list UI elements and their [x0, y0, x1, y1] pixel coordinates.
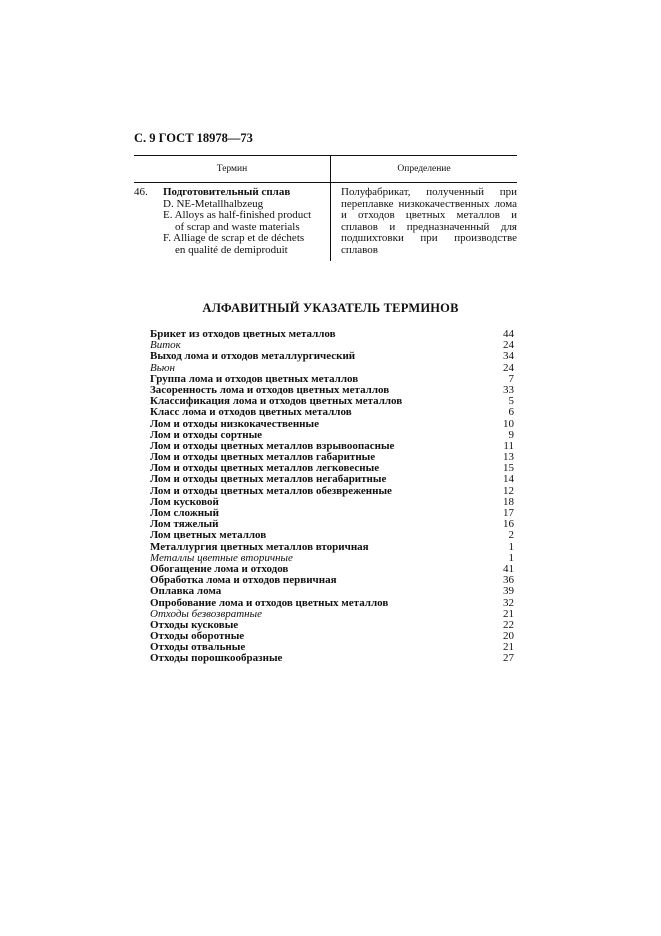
index-term-number: 21 [503, 607, 514, 620]
index-term-number: 21 [503, 641, 514, 654]
index-term-number: 16 [503, 518, 514, 531]
term-equivalent: D. NE-Metallhalbzeug [163, 197, 264, 210]
index-term-number: 39 [503, 585, 514, 598]
index-term-number: 27 [503, 652, 514, 665]
index-term-number: 13 [503, 451, 514, 464]
index-term: Засоренность лома и отходов цветных металлов [150, 383, 390, 396]
index-term: Выход лома и отходов металлургический [150, 350, 356, 363]
index-term-number: 24 [503, 361, 514, 374]
index-term-number: 10 [503, 417, 514, 430]
term-cell [134, 183, 331, 261]
index-term-number: 33 [503, 383, 514, 396]
index-term: Обработка лома и отходов первичная [150, 574, 337, 587]
index-term: Металлы цветные вторичные [150, 551, 293, 564]
index-term-number: 34 [503, 350, 514, 363]
terms-table [134, 155, 517, 261]
index-term: Отходы безвозвратные [150, 607, 262, 620]
definition-line: сплавов и предназначенный для [341, 220, 517, 233]
index-term-number: 22 [503, 618, 514, 631]
index-term: Отходы порошкообразные [150, 652, 283, 665]
column-header-definition: Определение [397, 164, 451, 174]
term-name: Подготовительный сплав [163, 186, 291, 198]
index-term: Лом и отходы цветных металлов негабаритные [150, 473, 387, 486]
table-header-row [134, 156, 517, 182]
index-term-number: 41 [503, 562, 514, 575]
term-equivalents [134, 199, 322, 257]
index-term-number: 1 [508, 551, 514, 564]
term-equivalent: E. Alloys as half-finished product [163, 209, 312, 222]
index-term: Брикет из отходов цветных металлов [150, 328, 336, 340]
index-term: Обогащение лома и отходов [150, 562, 289, 575]
index-term-number: 2 [508, 529, 514, 542]
index-term: Лом и отходы сортные [150, 428, 263, 441]
index-entry [150, 419, 514, 430]
index-term-number: 17 [503, 507, 514, 519]
index-term: Лом кусковой [150, 495, 219, 508]
term-equivalent: en qualité de demiproduit [175, 243, 288, 256]
index-term-number: 44 [503, 328, 514, 340]
index-term-number: 5 [508, 395, 514, 408]
column-header-term: Термин [134, 156, 331, 182]
index-entry [150, 598, 514, 609]
index-term: Лом тяжелый [150, 518, 219, 531]
index-entry [150, 329, 514, 340]
index-title: АЛФАВИТНЫЙ УКАЗАТЕЛЬ ТЕРМИНОВ [202, 301, 459, 315]
index-term: Виток [150, 339, 181, 352]
index-term: Отходы отвальные [150, 641, 246, 654]
index-entry [150, 586, 514, 597]
index-term: Вьюн [150, 361, 175, 374]
index-term-number: 32 [503, 596, 514, 609]
index-term: Лом и отходы цветных металлов легковесные [150, 462, 380, 475]
definition-line: и отходов цветных металлов и [341, 209, 517, 222]
index-term-number: 12 [503, 484, 514, 497]
alphabetical-index [150, 329, 514, 665]
definition-text [341, 187, 517, 257]
definition-line: сплавов [341, 243, 378, 256]
index-term: Лом и отходы низкокачественные [150, 417, 319, 430]
index-term-number: 1 [508, 540, 514, 553]
index-term: Отходы оборотные [150, 630, 245, 643]
index-term: Опробование лома и отходов цветных металлов [150, 596, 389, 609]
index-term: Отходы кусковые [150, 618, 239, 631]
index-term-number: 9 [508, 428, 514, 441]
definition-line: Полуфабрикат, полученный при [341, 186, 517, 198]
definition-line: переплавке низкокачественных лома [341, 197, 517, 210]
index-entry [150, 530, 514, 541]
index-entry [150, 351, 514, 362]
index-term: Класс лома и отходов цветных металлов [150, 406, 352, 419]
term-equivalent: F. Alliage de scrap et de déchets [163, 232, 305, 245]
index-term: Лом цветных металлов [150, 529, 267, 542]
index-term: Классификация лома и отходов цветных металлов [150, 395, 403, 408]
index-term-number: 20 [503, 630, 514, 643]
index-term-number: 11 [503, 439, 514, 452]
page-header: С. 9 ГОСТ 18978—73 [134, 131, 253, 145]
index-term: Лом и отходы цветных металлов обезвреженные [150, 484, 392, 497]
index-term: Лом и отходы цветных металлов взрывоопасные [150, 439, 395, 452]
table-row [134, 183, 517, 261]
index-term-number: 24 [503, 339, 514, 352]
index-term-number: 14 [503, 473, 514, 486]
term-number: 46. [134, 186, 148, 198]
index-term: Группа лома и отходов цветных металлов [150, 372, 359, 385]
index-term-number: 6 [508, 406, 514, 419]
term-equivalent: of scrap and waste materials [175, 220, 300, 233]
index-term-number: 36 [503, 574, 514, 587]
index-term: Оплавка лома [150, 585, 222, 598]
index-entry [150, 474, 514, 485]
index-entry [150, 653, 514, 664]
index-term: Металлургия цветных металлов вторичная [150, 540, 369, 553]
index-term-number: 18 [503, 495, 514, 508]
index-term-number: 15 [503, 462, 514, 475]
index-term: Лом и отходы цветных металлов габаритные [150, 451, 376, 464]
definition-cell [331, 183, 517, 261]
index-term-number: 7 [508, 372, 514, 385]
index-term: Лом сложный [150, 507, 219, 519]
definition-line: подшихтовки при производстве [341, 232, 517, 245]
index-entry [150, 407, 514, 418]
